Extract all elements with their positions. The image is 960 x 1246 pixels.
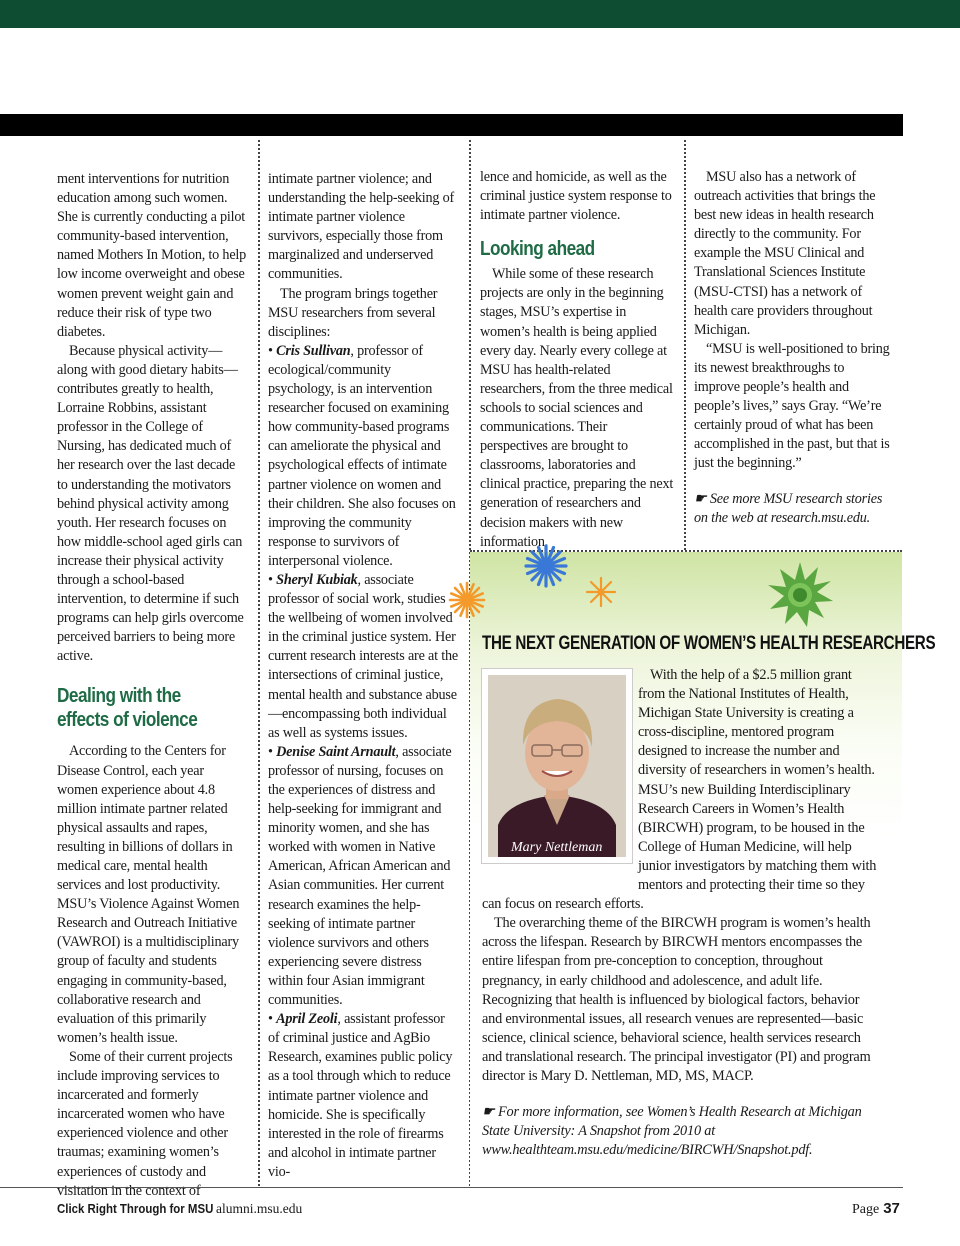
column-2 [268,170,458,1182]
col2-paragraph-2: The program brings together MSU researchers from several disciplines: [268,285,438,340]
footer-rule [0,1187,903,1188]
section-heading-violence-line2: effects of violence [57,709,198,732]
col3-paragraph-2: While some of these research projects are only in the beginning stages, MSU’s expertise in women’s health is being applied every day. Nearly every college at MSU has health-related researchers, from the three medical schools to social sciences and communications. Their perspectives are brought to classrooms, laboratories and clinical practice, preparing the next generation of researchers and decision makers with new information. [480,266,674,550]
researcher-cris-sullivan: • Cris Sullivan, professor of ecological/community psychology, is an intervention researcher focused on examining how community-based programs can ameliorate the physical and psychological effects of intimate partner violence on women and their children. She also focuses on improving the community response to survivors of interpersonal violence. [268,342,456,569]
footer-campaign-text: Click Right Through for MSU [57,1201,214,1216]
section-heading-violence-line1: Dealing with the [57,685,181,708]
column-3 [480,168,674,552]
header-black-bar [0,114,903,136]
sidebar-info-note: ☛ For more information, see Women’s Health Research at Michigan State University: A Snapshot from 2010 at www.healthteam.msu.edu/medicine/BIRCWH/Snapshot.pdf. [482,1104,862,1159]
col1-paragraph-4: Some of their current projects include improving services to incarcerated and formerly incarcerated women who have experienced violence and other traumas; examining women’s experiences of custody and visitation in the context of [57,1048,233,1199]
footer-url-link[interactable]: alumni.msu.edu [216,1201,303,1216]
column-1 [57,170,247,1201]
researcher-name: Sheryl Kubiak [276,571,358,588]
researcher-sheryl-kubiak: • Sheryl Kubiak, associate professor of social work, studies the wellbeing of women involved in the criminal justice system. Her current research interests are at the intersections of criminal justice, mental health and substance abuse—encompassing both individual as well as systems issues. [268,571,458,741]
photo-caption: Mary Nettleman [511,840,603,855]
sidebar-text [482,666,882,1160]
col4-paragraph-1: MSU also has a network of outreach activities that brings the best new ideas in health research directly to the community. For example the MSU Clinical and Translational Sciences Institute (MSU-CTSI) has a network of health care providers throughout Michigan. [694,169,876,338]
sidebar-paragraph-2: The overarching theme of the BIRCWH program is women’s health across the lifespan. Research by BIRCWH mentors encompasses the entire lifespan from pre-conception to conception, throughout pregnancy, in early childhood and adolescence, and adult life. Recognizing that health is influenced by biological factors, behavior and environmental issues, all research venues are represented—basic science, clinical science, behavioral science, health services research and translational research. The principal investigator (PI) and program director is Mary D. Nettleman, MD, MS, MACP. [482,915,871,1084]
research-web-note: ☛ See more MSU research stories on the web at research.msu.edu. [694,490,883,526]
researcher-denise-saint-arnault: • Denise Saint Arnault, associate professor of nursing, focuses on the experiences of distress and help-seeking for immigrant and minority women, and she has worked with women in Native American, African American and Asian communities. Her current research examines the help-seeking of intimate partner violence survivors and others experiencing severe distress within four Asian immigrant communities. [268,743,452,1009]
orange-flower-icon [447,580,487,620]
top-green-bar [0,0,960,28]
col1-paragraph-3: According to the Centers for Disease Control, each year women experience about 4.8 million intimate partner related physical assaults and rapes, resulting in billions of dollars in medical care, mental health services and lost productivity. MSU’s Violence Against Women Research and Outreach Initiative (VAWROI) is a multidisciplinary group of faculty and students engaging in community-based, collaborative research and evaluation of this primarily women’s health issue. [57,743,240,1046]
col3-paragraph-1: lence and homicide, as well as the criminal justice system response to intimate partner violence. [480,169,672,224]
blue-flower-icon [522,542,570,590]
col2-paragraph-1: intimate partner violence; and understanding the help-seeking of intimate partner violence survivors, especially those from marginalized and underserved communities. [268,171,455,283]
page-number: Page 37 [852,1200,900,1217]
section-heading-looking-ahead: Looking ahead [480,238,595,261]
col1-paragraph-2: Because physical activity—along with good dietary habits—contributes greatly to health, Lorraine Robbins, assistant professor in the College of Nursing, has dedicated much of her research over the last decade to understanding the motivators behind physical activity among youth. Her research focuses on how middle-school aged girls can increase their physical activity through a school-based intervention, to determine if such programs can help girls overcome perceived barriers to being more active. [57,342,244,665]
column-divider-3 [684,140,686,550]
column-4 [694,168,890,528]
col4-paragraph-2: “MSU is well-positioned to bring its newest breakthroughs to improve people’s health and people’s lives,” says Gray. “We’re certainly proud of what has been accomplished in the past, but that is just the beginning.” [694,340,890,472]
researcher-name: Cris Sullivan [276,342,351,359]
researcher-april-zeoli: • April Zeoli, assistant professor of criminal justice and AgBio Research, examines public policy as a tool through which to reduce intimate partner violence and homicide. She is specifically interested in the role of firearms and alcohol in intimate partner vio- [268,1011,453,1180]
researcher-name: April Zeoli [276,1011,338,1028]
sidebar-paragraph-1: With the help of a $2.5 million grant from the National Institutes of Health, Michigan State University is creating a cross-discipline, mentored program designed to increase the number and diversity of researchers in women’s health. MSU’s new Building Interdisciplinary Research Careers in Women’s Health (BIRCWH) program, to be housed in the College of Human Medicine, will help junior investigators by matching them with mentors and protecting their time so they can focus on research efforts. [482,667,877,913]
column-divider-1 [258,140,260,1186]
col1-paragraph-1: ment interventions for nutrition education among such women. She is currently conducting a pilot community-based intervention, named Mothers In Motion, to help low income overweight and obese women prevent weight gain and reduce their risk of type two diabetes. [57,171,247,340]
orange-flower-small-icon [585,576,617,608]
sidebar-title: THE NEXT GENERATION OF WOMEN’S HEALTH RESEARCHERS [482,633,936,654]
green-star-flower-icon [765,560,835,630]
researcher-name: Denise Saint Arnault [276,743,396,760]
